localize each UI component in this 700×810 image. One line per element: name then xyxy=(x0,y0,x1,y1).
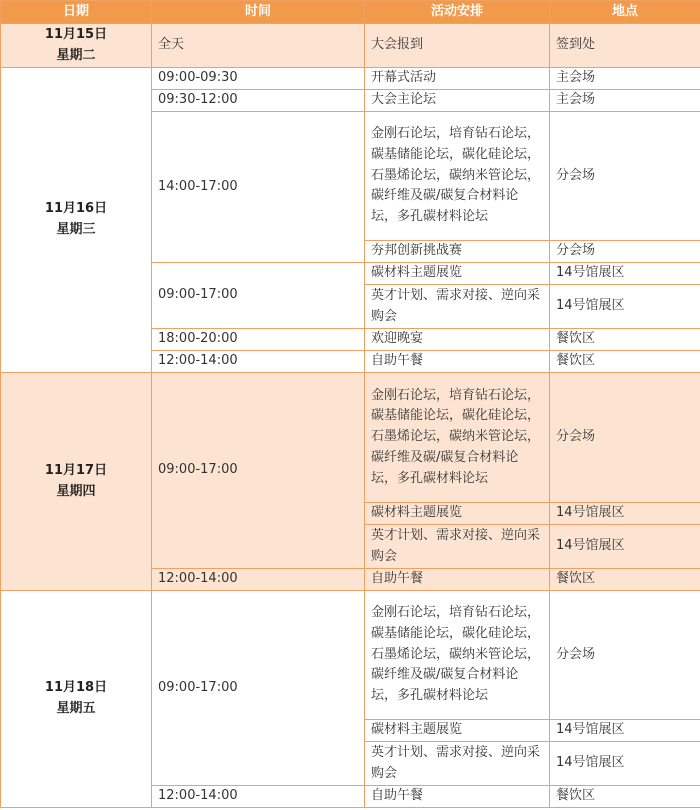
time-cell: 09:00-17:00 xyxy=(152,263,365,329)
activity-cell: 金刚石论坛，培育钻石论坛，碳基储能论坛，碳化硅论坛，石墨烯论坛，碳纳米管论坛，碳纤维及碳/碳复合材料论坛，多孔碳材料论坛 xyxy=(365,373,550,503)
header-date: 日期 xyxy=(1,1,152,24)
weekday-label: 星期四 xyxy=(56,483,96,499)
activity-cell: 大会报到 xyxy=(365,24,550,68)
time-cell: 12:00-14:00 xyxy=(152,569,365,591)
venue-cell: 分会场 xyxy=(550,591,700,720)
time-cell: 14:00-17:00 xyxy=(152,112,365,263)
time-cell: 09:00-09:30 xyxy=(152,68,365,90)
activity-cell: 夯邦创新挑战赛 xyxy=(365,241,550,263)
time-cell: 18:00-20:00 xyxy=(152,329,365,351)
venue-cell: 分会场 xyxy=(550,112,700,241)
date-cell xyxy=(1,24,152,68)
time-cell: 12:00-14:00 xyxy=(152,786,365,808)
venue-cell: 分会场 xyxy=(550,373,700,503)
venue-cell: 餐饮区 xyxy=(550,786,700,808)
table-row xyxy=(1,68,700,90)
time-cell: 09:30-12:00 xyxy=(152,90,365,112)
venue-cell: 14号馆展区 xyxy=(550,285,700,329)
venue-cell: 主会场 xyxy=(550,68,700,90)
time-cell: 09:00-17:00 xyxy=(152,591,365,786)
activity-cell: 欢迎晚宴 xyxy=(365,329,550,351)
activity-cell: 碳材料主题展览 xyxy=(365,720,550,742)
header-row xyxy=(1,1,700,24)
venue-cell: 餐饮区 xyxy=(550,569,700,591)
activity-cell: 金刚石论坛，培育钻石论坛，碳基储能论坛，碳化硅论坛，石墨烯论坛，碳纳米管论坛，碳纤维及碳/碳复合材料论坛，多孔碳材料论坛 xyxy=(365,112,550,241)
time-cell: 全天 xyxy=(152,24,365,68)
venue-cell: 分会场 xyxy=(550,241,700,263)
table-row xyxy=(1,24,700,68)
header-time: 时间 xyxy=(152,1,365,24)
header-venue: 地点 xyxy=(550,1,700,24)
table-row xyxy=(1,591,700,720)
venue-cell: 签到处 xyxy=(550,24,700,68)
activity-cell: 英才计划、需求对接、逆向采购会 xyxy=(365,525,550,569)
date-cell xyxy=(1,68,152,373)
activity-cell: 大会主论坛 xyxy=(365,90,550,112)
activity-cell: 金刚石论坛，培育钻石论坛，碳基储能论坛，碳化硅论坛，石墨烯论坛，碳纳米管论坛，碳纤维及碳/碳复合材料论坛，多孔碳材料论坛 xyxy=(365,591,550,720)
activity-cell: 自助午餐 xyxy=(365,569,550,591)
date-label: 11月15日 xyxy=(44,26,108,42)
weekday-label: 星期二 xyxy=(56,47,96,63)
activity-cell: 碳材料主题展览 xyxy=(365,503,550,525)
venue-cell: 14号馆展区 xyxy=(550,742,700,786)
date-label: 11月18日 xyxy=(44,680,108,696)
date-cell xyxy=(1,591,152,808)
venue-cell: 主会场 xyxy=(550,90,700,112)
venue-cell: 14号馆展区 xyxy=(550,503,700,525)
date-label: 11月16日 xyxy=(44,201,108,217)
header-activity: 活动安排 xyxy=(365,1,550,24)
activity-cell: 开幕式活动 xyxy=(365,68,550,90)
table-row xyxy=(1,373,700,503)
weekday-label: 星期五 xyxy=(56,701,96,716)
venue-cell: 14号馆展区 xyxy=(550,720,700,742)
date-cell xyxy=(1,373,152,591)
time-cell: 09:00-17:00 xyxy=(152,373,365,569)
venue-cell: 14号馆展区 xyxy=(550,525,700,569)
activity-cell: 自助午餐 xyxy=(365,786,550,808)
weekday-label: 星期三 xyxy=(56,222,96,237)
time-cell: 12:00-14:00 xyxy=(152,351,365,373)
activity-cell: 自助午餐 xyxy=(365,351,550,373)
venue-cell: 餐饮区 xyxy=(550,329,700,351)
venue-cell: 餐饮区 xyxy=(550,351,700,373)
date-label: 11月17日 xyxy=(44,462,108,478)
activity-cell: 英才计划、需求对接、逆向采购会 xyxy=(365,742,550,786)
venue-cell: 14号馆展区 xyxy=(550,263,700,285)
activity-cell: 碳材料主题展览 xyxy=(365,263,550,285)
activity-cell: 英才计划、需求对接、逆向采购会 xyxy=(365,285,550,329)
